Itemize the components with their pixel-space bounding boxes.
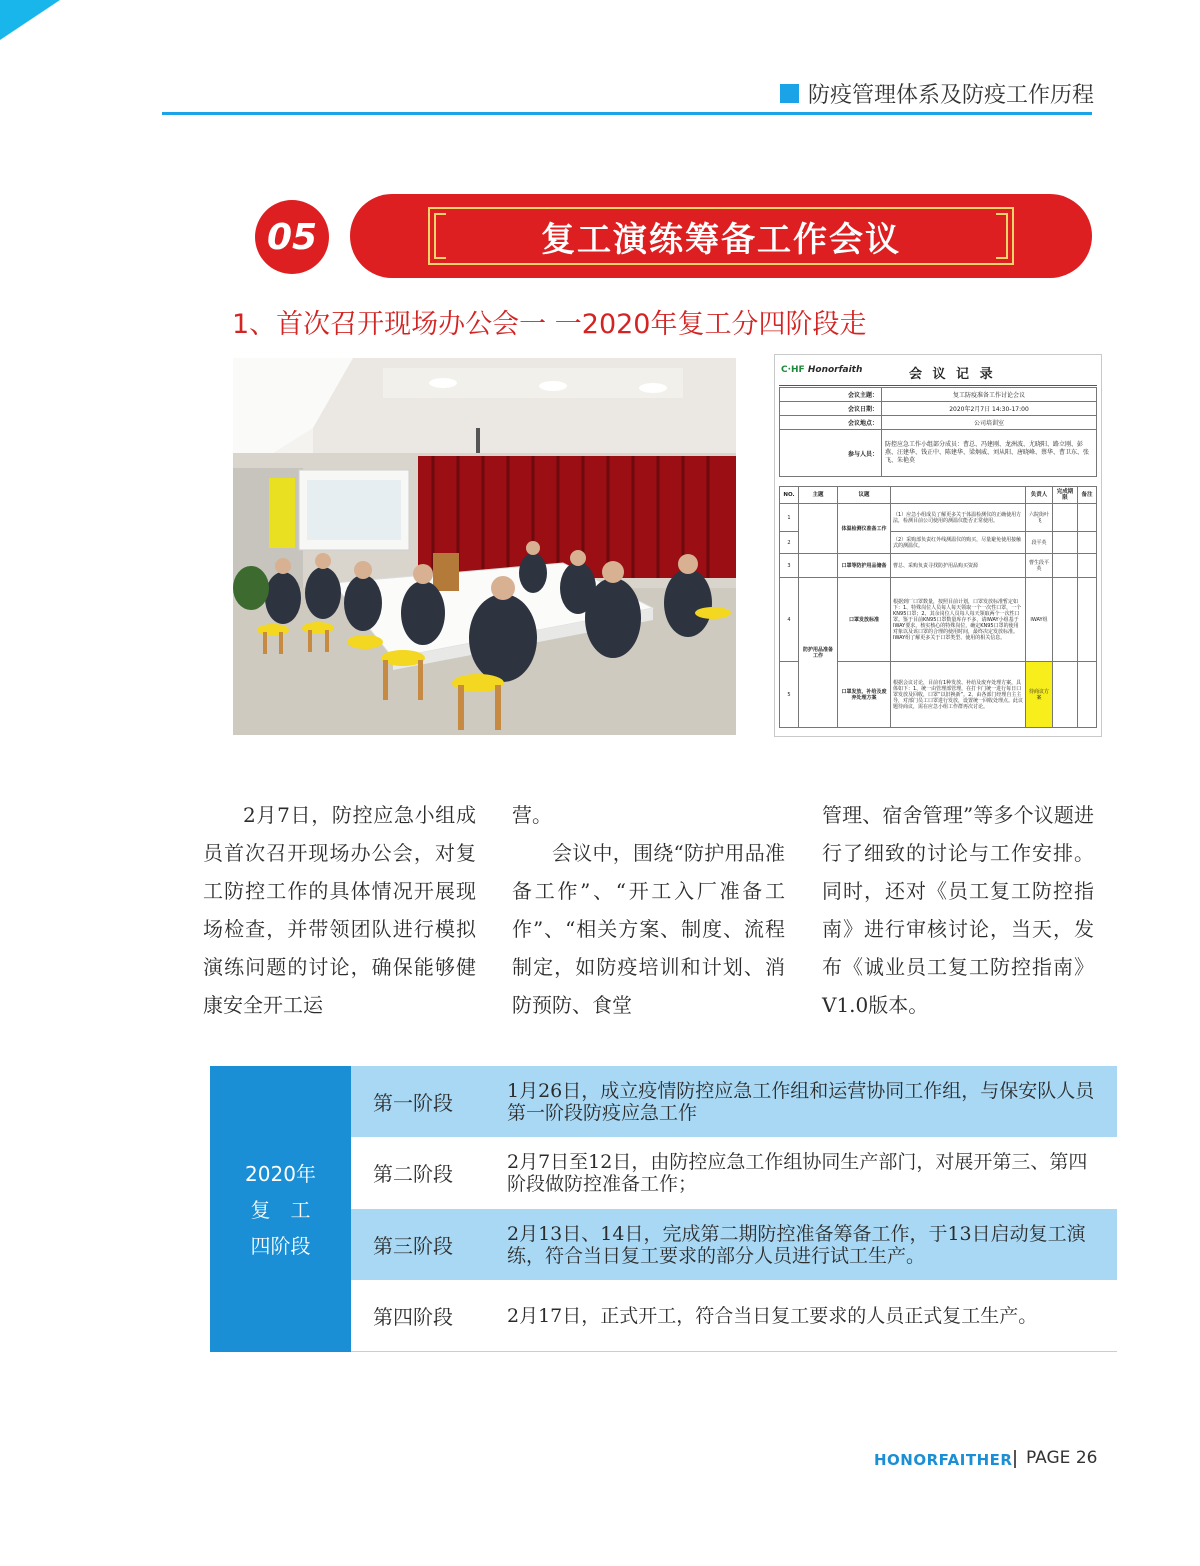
phase-name: 第四阶段	[373, 1305, 453, 1329]
footer-brand: HONORFAITHER	[874, 1451, 1013, 1469]
meeting-record-document	[774, 354, 1102, 737]
row-topic: 口罩发放、补给及废弃处理方案	[838, 662, 891, 728]
meta-key: 参与人员：	[780, 430, 882, 477]
row-deadline	[1053, 578, 1078, 662]
col-header: NO.	[780, 487, 799, 504]
article-column-2	[512, 796, 785, 1024]
col-header: 备注	[1078, 487, 1097, 504]
article-paragraph: 管理、宿舍管理”等多个议题进行了细致的讨论与工作安排。同时，还对《员工复工防控指南》进行审核讨论，当天，发布《诚业员工复工防控指南》V1.0版本。	[822, 803, 1094, 1017]
row-note	[1078, 504, 1097, 532]
article-paragraph: 会议中，围绕“防护用品准备工作”、“开工入厂准备工作”、“相关方案、制度、流程制定，如防疫培训和计划、消防预防、食堂	[512, 841, 785, 1017]
row-owner: 段平英	[1026, 532, 1053, 554]
meeting-photo	[233, 358, 736, 735]
col-header: 主题	[799, 487, 838, 504]
phase-row	[351, 1066, 1117, 1137]
phase-row	[351, 1280, 1117, 1351]
phase-desc: 2月13日、14日，完成第二期防控准备筹备工作，于13日启动复工演练，符合当日复工要求的部分人员进行试工生产。	[507, 1222, 1086, 1267]
row-content: （2）采购部负责红外线测温仪的购买，尽量避免使用接触式的测温仪。	[891, 532, 1026, 554]
row-theme: 防护用品准备工作	[799, 578, 838, 728]
row-theme	[799, 504, 838, 554]
phase-name: 第二阶段	[373, 1162, 453, 1186]
article-column-3	[822, 796, 1094, 1024]
row-theme	[799, 554, 838, 578]
row-owner: 待商议方案	[1026, 662, 1053, 728]
row-content: 根据会议讨论，目前有1种发放、补给及废弃处理方案，具体如下：1、统一由管理部管理，在打卡门统一进行每日口罩发放及回收，口罩“以旧换新”。2、由各部门经理自主主导，对部门员工口罩进行发放，设置统一回收处理点。此议题待商议，需在应急小组工作群再次讨论。	[891, 662, 1026, 728]
section-title: 复工演练筹备工作会议	[541, 219, 901, 260]
row-content: （1）应急小组成员了解更多关于体温检测仪的正确使用方法，检测目前公司使用的测温仪能否正常使用。	[891, 504, 1026, 532]
section-number: 05	[255, 200, 329, 274]
row-content: 曹总、采购负责寻找防护用品购买资源	[891, 554, 1026, 578]
row-note	[1078, 554, 1097, 578]
col-header: 议题	[838, 487, 891, 504]
phase-desc: 2月17日，正式开工，符合当日复工要求的人员正式复工生产。	[507, 1304, 1038, 1327]
phases-label-stages: 四阶段	[250, 1234, 311, 1258]
row-no: 5	[780, 662, 799, 728]
row-note	[1078, 662, 1097, 728]
meta-key: 会议主题：	[780, 388, 882, 402]
row-note	[1078, 532, 1097, 554]
meta-key: 会议地点：	[780, 416, 882, 430]
row-topic: 体温检测仪准备工作	[838, 504, 891, 554]
col-header: 完成期限	[1053, 487, 1078, 504]
article-paragraph: 营。	[512, 803, 552, 827]
phase-row	[351, 1137, 1117, 1208]
header-marker	[780, 84, 799, 103]
record-grid-header	[780, 487, 1097, 504]
col-header	[891, 487, 1026, 504]
meta-key: 会议日期：	[780, 402, 882, 416]
article-column-1	[203, 796, 476, 1024]
record-topics-table	[779, 486, 1097, 728]
row-owner: IWAY组	[1026, 578, 1053, 662]
record-meta-row	[780, 416, 1097, 430]
page-number: PAGE 26	[1026, 1448, 1098, 1468]
record-row	[780, 504, 1097, 532]
phase-desc: 1月26日，成立疫情防控应急工作组和运营协同工作组，与保安队人员第一阶段防疫应急工作	[507, 1079, 1095, 1124]
meta-value: 公司培训室	[882, 416, 1097, 430]
row-deadline	[1053, 532, 1078, 554]
page-corner-strip	[0, 0, 60, 40]
row-deadline	[1053, 662, 1078, 728]
footer-divider	[1014, 1450, 1016, 1468]
meta-value: 2020年2月7日 14:30-17:00	[882, 402, 1097, 416]
row-deadline	[1053, 554, 1078, 578]
phase-name: 第三阶段	[373, 1234, 453, 1258]
phases-label-resume: 复 工	[250, 1198, 311, 1222]
record-meta-table	[779, 387, 1097, 477]
phases-bottom-rule	[351, 1351, 1117, 1352]
phases-label-block	[210, 1066, 351, 1352]
row-no: 1	[780, 504, 799, 532]
record-header	[779, 359, 1097, 386]
header-rule	[162, 112, 1092, 115]
record-logo	[781, 365, 862, 375]
record-row	[780, 578, 1097, 662]
section-subtitle: 1、首次召开现场办公会一 一2020年复工分四阶段走	[232, 309, 867, 340]
phase-desc: 2月7日至12日，由防控应急工作组协同生产部门，对展开第三、第四阶段做防控准备工作；	[507, 1150, 1088, 1195]
row-topic: 口罩发放标准	[838, 578, 891, 662]
phases-label-year: 2020年	[245, 1162, 316, 1186]
record-row	[780, 554, 1097, 578]
row-note	[1078, 578, 1097, 662]
record-logo-text: Honorfaith	[807, 365, 863, 375]
phase-name: 第一阶段	[373, 1091, 453, 1115]
row-owner: 曹生段平英	[1026, 554, 1053, 578]
record-logo-mark: C·HF	[781, 365, 805, 375]
row-owner: 六院街叶飞	[1026, 504, 1053, 532]
header-title: 防疫管理体系及防疫工作历程	[808, 83, 1095, 108]
row-topic: 口罩等防护用品储备	[838, 554, 891, 578]
record-meta-row	[780, 430, 1097, 477]
row-no: 2	[780, 532, 799, 554]
meta-value: 防控应急工作小组部分成员：曹总、冯建刚、龙洲波、尤晓阳、路立刚、彭燕、汪建华、钱正中、陈建华、梁炯威、刘从阳、唐晓峰、蔡华、曹卫东、张飞、朱艳莫	[882, 430, 1097, 477]
phase-row	[351, 1209, 1117, 1280]
row-no: 4	[780, 578, 799, 662]
record-meta-row	[780, 402, 1097, 416]
col-header: 负责人	[1026, 487, 1053, 504]
record-meta-row	[780, 388, 1097, 402]
article-paragraph: 2月7日，防控应急小组成员首次召开现场办公会，对复工防控工作的具体情况开展现场检查，并带领团队进行模拟演练问题的讨论，确保能够健康安全开工运	[203, 803, 476, 1017]
row-deadline	[1053, 504, 1078, 532]
record-title: 会 议 记 录	[909, 367, 996, 382]
row-content: 根据到厂口罩数量，按照目前计划，口罩发放标准暂定如下：1、特殊岗位人员每人每天领取一个一次性口罩，一个KN95口罩；2、其余岗位人员每人每天领取两个一次性口罩。鉴于目前KN95口罩数量库存不多，请IWAY小组基于IWAY要求，核实核心的特殊岗位，确定KN95口罩的使用对象以及该口罩的合理的使用时间，最终决定发放标准。IWAY组了解更多关于口罩类型、使用的相关信息。	[891, 578, 1026, 662]
row-no: 3	[780, 554, 799, 578]
meta-value: 复工防疫准备工作讨论会议	[882, 388, 1097, 402]
